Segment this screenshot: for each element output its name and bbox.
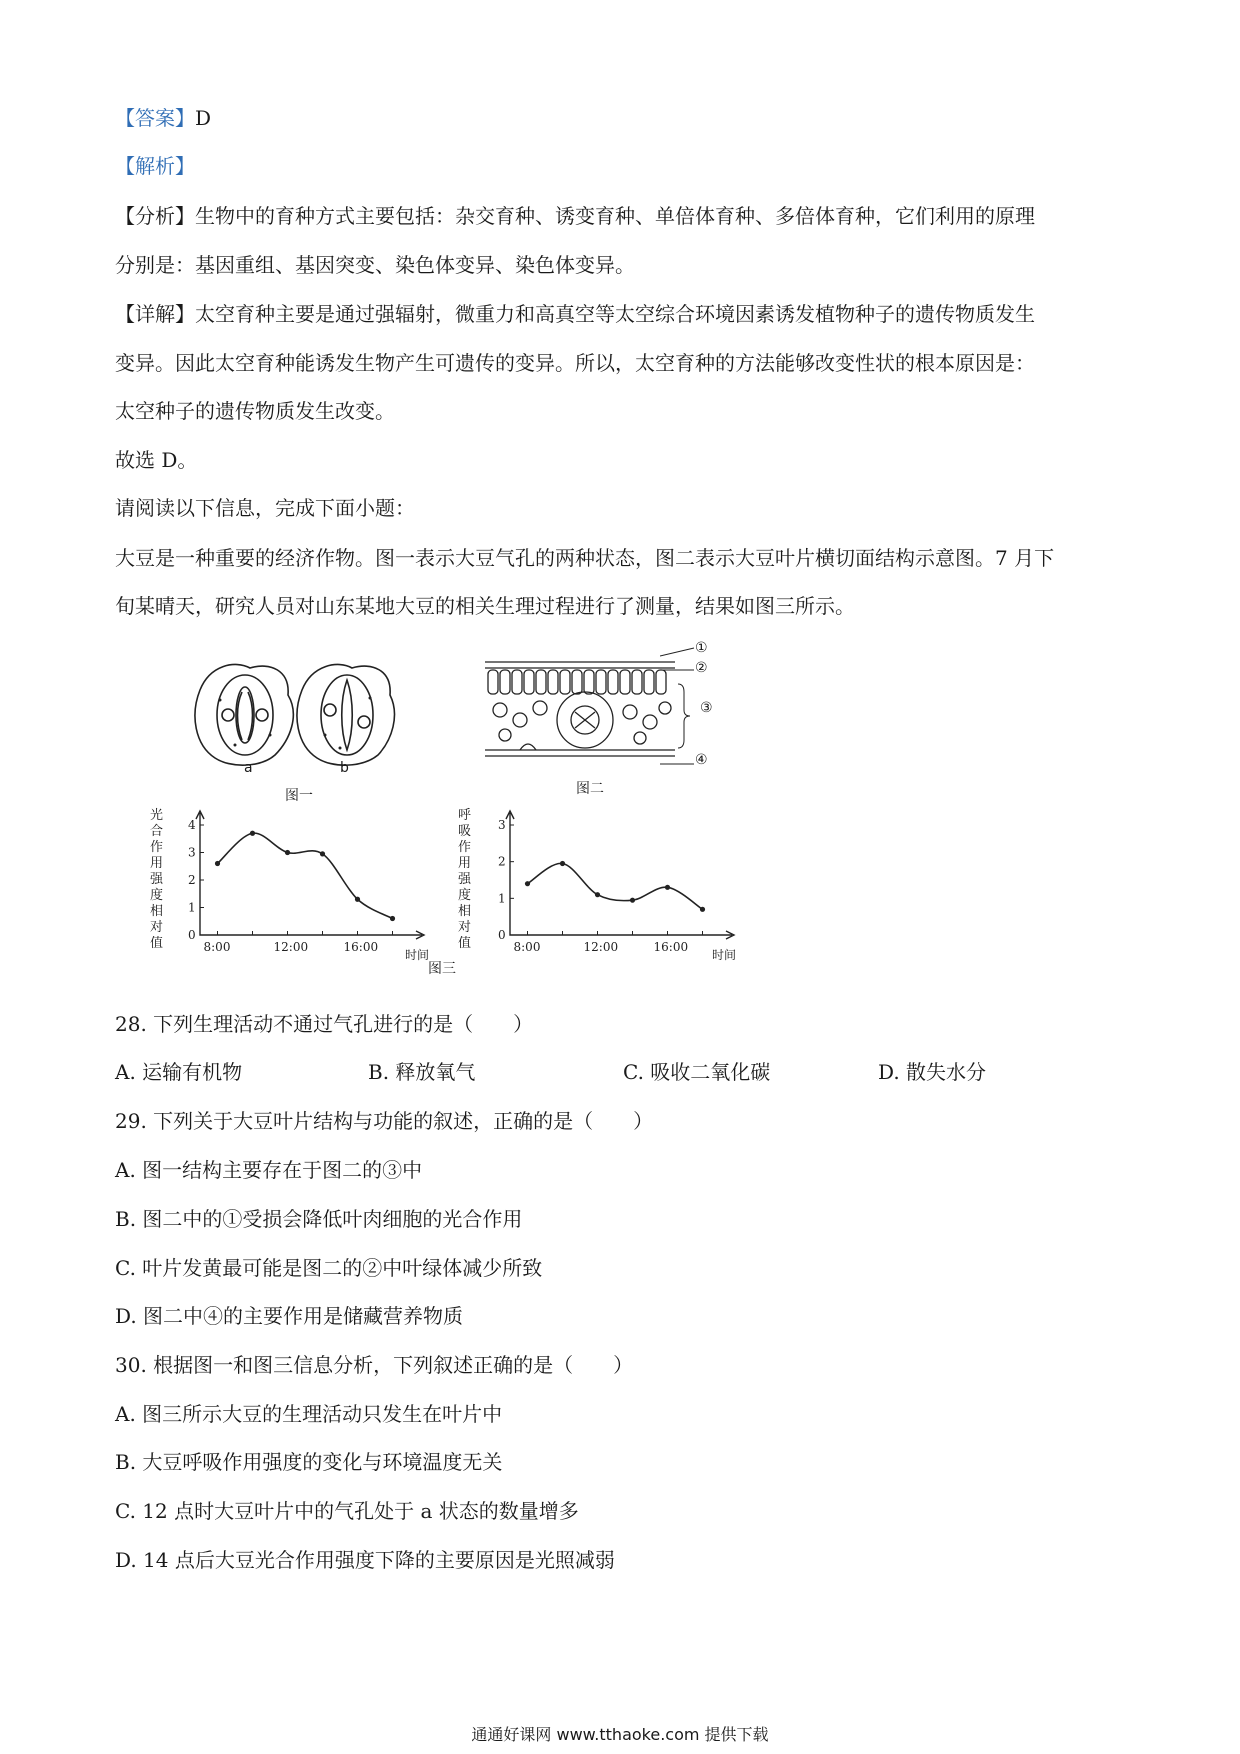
- chart-1-x-tick-label: 16:00: [343, 940, 379, 954]
- fenxi-line-1: 【分析】生物中的育种方式主要包括：杂交育种、诱变育种、单倍体育种、多倍体育种，它们利用的原理: [115, 204, 1035, 228]
- figure-2-mark-2: ②: [695, 660, 708, 676]
- q30-option-a: A. 图三所示大豆的生理活动只发生在叶片中: [115, 1402, 503, 1426]
- chart-2-ylabel: 呼吸作用强度相对值: [458, 808, 472, 951]
- chart-1-x-tick-label: 8:00: [203, 940, 231, 954]
- q29-option-c: C. 叶片发黄最可能是图二的②中叶绿体减少所致: [115, 1256, 543, 1280]
- chart-1-xlabel: 时间: [405, 948, 430, 962]
- chart-1-series-line: [218, 833, 393, 918]
- chart-1-y-tick-label: 4: [188, 818, 196, 832]
- chart-2-y-tick-label: 1: [498, 891, 506, 906]
- chart-2-data-point: [595, 892, 600, 897]
- chart-2-data-point: [525, 881, 530, 886]
- chart-1-ylabel: 光合作用强度相对值: [150, 808, 164, 951]
- chart-2-axes: [510, 813, 732, 935]
- figure-1-caption: 图一: [285, 788, 313, 804]
- figure-2-leader-lines: [660, 646, 700, 766]
- q30-option-b: B. 大豆呼吸作用强度的变化与环境温度无关: [115, 1450, 503, 1474]
- analysis-label: 【解析】: [115, 154, 195, 178]
- intro-line-1: 大豆是一种重要的经济作物。图一表示大豆气孔的两种状态，图二表示大豆叶片横切面结构示意图。7 月下: [115, 546, 1055, 570]
- fenxi-line-2: 分别是：基因重组、基因突变、染色体变异、染色体变异。: [115, 253, 635, 277]
- chart-1-x-tick-label: 12:00: [273, 940, 309, 954]
- xiangjie-line-2: 变异。因此太空育种能诱发生物产生可遗传的变异。所以，太空育种的方法能够改变性状的根本原因是：: [115, 351, 1035, 375]
- chart-photosynthesis: [145, 805, 445, 965]
- chart-1-data-point: [320, 851, 325, 856]
- chart-2-series-line: [528, 863, 703, 909]
- answer-label: 【答案】: [115, 106, 195, 130]
- figure-2-leaf-section: [480, 650, 680, 770]
- chart-1-data-point: [285, 850, 290, 855]
- q30-option-d: D. 14 点后大豆光合作用强度下降的主要原因是光照减弱: [115, 1548, 615, 1572]
- chart-respiration: [455, 805, 755, 965]
- answer-line: [115, 104, 211, 132]
- chart-1-y-tick-label: 3: [188, 845, 196, 860]
- q30-stem: 30. 根据图一和图三信息分析，下列叙述正确的是（ ）: [115, 1353, 634, 1377]
- xiangjie-line-1: 【详解】太空育种主要是通过强辐射，微重力和高真空等太空综合环境因素诱发植物种子的遗传物质发生: [115, 302, 1035, 326]
- figure-2-mark-1: ①: [695, 640, 708, 656]
- chart-2-x-tick-label: 12:00: [583, 940, 619, 954]
- q28-stem: 28. 下列生理活动不通过气孔进行的是（ ）: [115, 1012, 534, 1036]
- chart-1-y-tick-label: 1: [188, 900, 196, 915]
- reading-prompt: 请阅读以下信息，完成下面小题：: [115, 496, 415, 520]
- chart-2-x-tick-label: 16:00: [653, 940, 689, 954]
- chart-1-y-tick-label: 2: [188, 873, 196, 887]
- chart-2-y-tick-label: 2: [498, 854, 506, 869]
- chart-1-data-point: [390, 916, 395, 921]
- chart-1-data-point: [215, 861, 220, 866]
- chart-2-data-point: [700, 907, 705, 912]
- chart-1-data-point: [355, 897, 360, 902]
- chart-2-x-tick-label: 8:00: [513, 940, 541, 954]
- figure-1-label-b: b: [340, 760, 349, 776]
- figure-2-caption: 图二: [576, 781, 604, 797]
- q30-option-c: C. 12 点时大豆叶片中的气孔处于 a 状态的数量增多: [115, 1499, 579, 1523]
- answer-value: D: [195, 106, 212, 130]
- intro-line-2: 旬某晴天，研究人员对山东某地大豆的相关生理过程进行了测量，结果如图三所示。: [115, 594, 855, 618]
- chart-1-data-point: [250, 831, 255, 836]
- chart-2-data-point: [630, 898, 635, 903]
- q28-option-c: C. 吸收二氧化碳: [623, 1060, 771, 1084]
- chart-1-y-tick-label: 0: [188, 928, 196, 942]
- q28-option-a: A. 运输有机物: [115, 1060, 243, 1084]
- chart-2-data-point: [665, 885, 670, 890]
- q28-option-d: D. 散失水分: [878, 1060, 987, 1084]
- q28-option-b: B. 释放氧气: [368, 1060, 476, 1084]
- q29-option-d: D. 图二中④的主要作用是储藏营养物质: [115, 1304, 464, 1328]
- q29-stem: 29. 下列关于大豆叶片结构与功能的叙述，正确的是（ ）: [115, 1109, 654, 1133]
- q29-option-a: A. 图一结构主要存在于图二的③中: [115, 1158, 423, 1182]
- q29-option-b: B. 图二中的①受损会降低叶肉细胞的光合作用: [115, 1207, 523, 1231]
- figure-3-caption: 图三: [428, 961, 456, 977]
- page-footer: 通通好课网 www.tthaoke.com 提供下载: [471, 1725, 769, 1744]
- chart-2-y-tick-label: 3: [498, 818, 506, 832]
- figure-1-label-a: a: [244, 760, 253, 776]
- chart-2-xlabel: 时间: [712, 948, 737, 962]
- figure-2-mark-4: ④: [695, 752, 708, 768]
- chart-2-data-point: [560, 861, 565, 866]
- figure-1-stomata: [190, 660, 400, 780]
- chart-2-y-tick-label: 0: [498, 928, 506, 942]
- xiangjie-line-3: 太空种子的遗传物质发生改变。: [115, 399, 395, 423]
- conclusion: 故选 D。: [115, 448, 198, 472]
- figure-2-mark-3: ③: [700, 700, 713, 716]
